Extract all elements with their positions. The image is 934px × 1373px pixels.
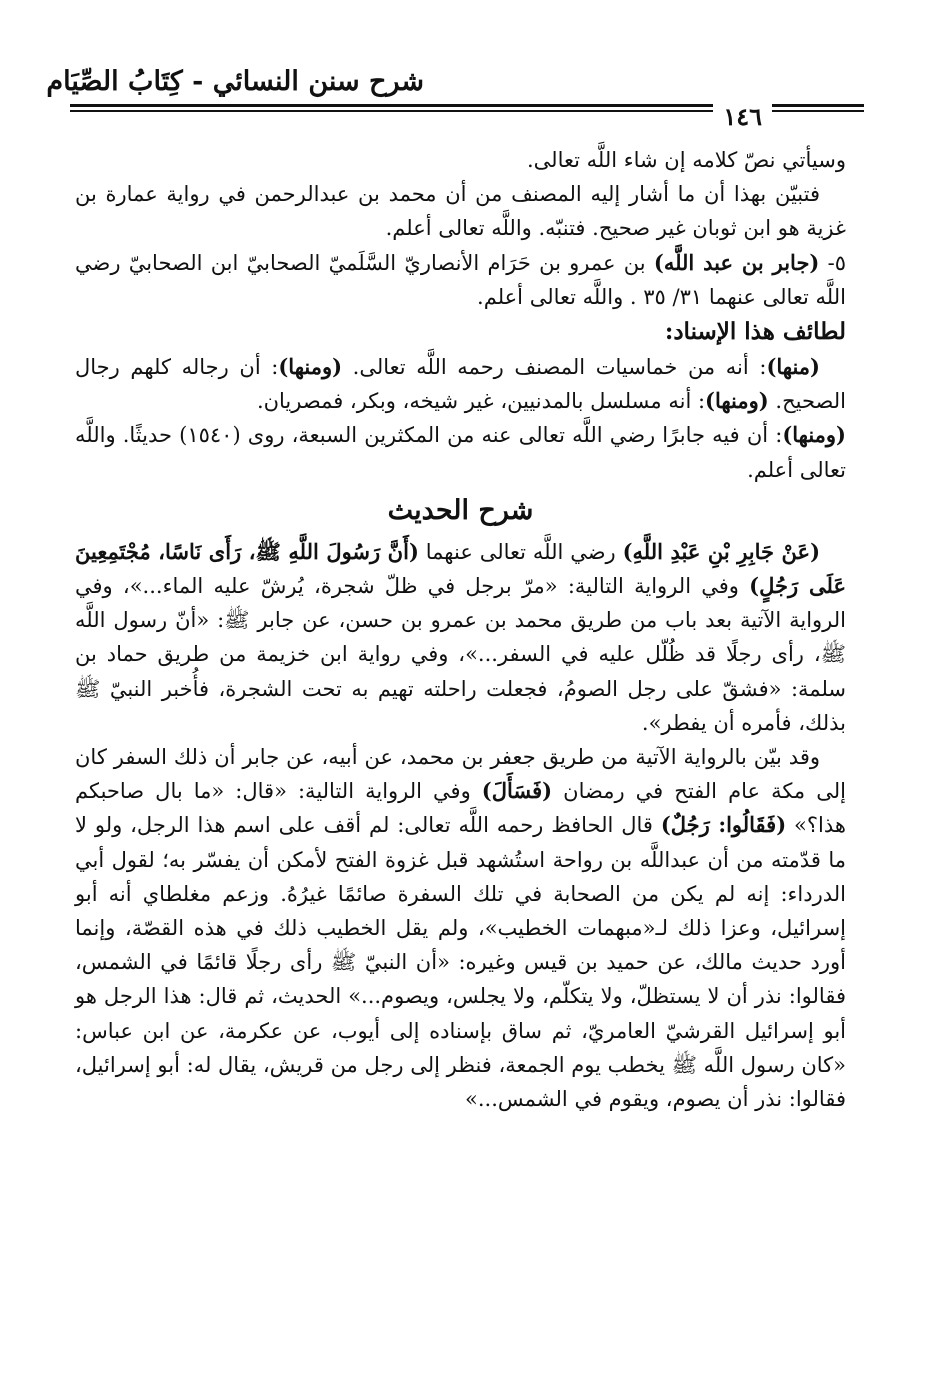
narrator-name: (جابر بن عبد اللَّه) — [653, 249, 820, 275]
page-number: ١٤٦ — [713, 102, 772, 131]
section-heading-sharh: شرح الحديث — [387, 494, 534, 526]
paragraph-text: : أنه مسلسل بالمدنيين، غير شيخه، وبكر، فمصريان. — [256, 389, 706, 414]
paragraph-text: : أن رجاله كلهم رجال الصحيح. — [75, 355, 846, 414]
paragraph — [75, 535, 846, 740]
paragraph-text: : أنه من خماسيات المصنف رحمه اللَّه تعالى. — [352, 355, 767, 380]
paragraph-text: وفي الرواية التالية: «قال: «ما بال صاحبكم هذا؟» — [75, 779, 846, 838]
paragraph — [75, 177, 846, 245]
narrator-details: بن عمرو بن حَرَام الأنصاريّ السَّلَميّ الصحابيّ ابن الصحابيّ رضي اللَّه تعالى عنهما ٣١/ ٣٥ . واللَّه تعالى أعلم. — [75, 250, 846, 309]
running-title: شرح سنن النسائي - كِتَابُ الصِّيَام — [46, 66, 424, 97]
hadith-quote: (عَنْ جَابِرِ بْنِ عَبْدِ اللَّهِ) — [622, 538, 820, 564]
narrator-number: ٥- — [827, 250, 846, 275]
bold-term: (ومنها) — [278, 354, 343, 380]
paragraph-text: : أن فيه جابرًا رضي اللَّه تعالى عنه من المكثرين السبعة، روى (١٥٤٠) حديثًا. واللَّه تعالى أعلم. — [75, 423, 846, 482]
paragraph-text: رضي اللَّه تعالى عنهما — [425, 539, 616, 564]
main-text — [75, 143, 846, 1116]
paragraph-text: قال الحافظ رحمه اللَّه تعالى: لم أقف على اسم هذا الرجل، ولو لا ما قدّمته من أن عبداللَّه بن رواحة استُشهد قبل غزوة الفتح لأمكن أن يفسّر به؛ لقول أبي الدرداء: إنه لم يكن من الصحابة في تلك السفرة صائمًا غيرُهُ. وزعم مغلطاي أنه أبو إسرائيل، وعزا ذلك لـ«مبهمات الخطيب»، ولم يقل الخطيب ذلك في هذه القصّة، وإنما أورد حديث مالك، عن حميد بن قيس وغيره: «أن النبيّ ﷺ رأى رجلًا قائمًا في الشمس، فقالوا: نذر أن لا يستظلّ، ولا يتكلّم، ولا يجلس، ويصوم...» الحديث، ثم قال: هذا الرجل هو أبو إسرائيل القرشيّ العامريّ، ثم ساق بإسناده إلى أيوب، عن عكرمة، عن ابن عباس: «كان رسول اللَّه ﷺ يخطب يوم الجمعة، فنظر إلى رجل من قريش، يقال له: أبو إسرائيل، فقالوا: نذر أن يصوم، ويقوم في الشمس...» — [75, 813, 846, 1112]
narrator-entry — [75, 246, 846, 314]
paragraph-text: فتبيّن بهذا أن ما أشار إليه المصنف من أن محمد بن عبدالرحمن في رواية عمارة بن غزية هو ابن ثوبان غير صحيح. فتنبّه. واللَّه تعالى أعلم. — [75, 182, 846, 241]
paragraph-text: وفي الرواية التالية: «مرّ برجل في ظلّ شجرة، يُرشّ عليه الماء...»، وفي الرواية الآتية بعد باب من طريق محمد بن عمرو بن حسن، عن جابر ﷺ: «أنّ رسول اللَّه ﷺ، رأى رجلًا قد ظُلّل عليه في السفر...»، وفي رواية ابن خزيمة من طريق حماد بن سلمة: «فشقّ على رجل الصومُ، فجعلت راحلته تهيم به تحت الشجرة، فأُخبر النبيّ ﷺ بذلك، فأمره أن يفطر». — [75, 574, 846, 735]
bold-term: (ومنها) — [705, 388, 769, 414]
hadith-quote: (فَسَأَلَ) — [481, 778, 553, 804]
paragraph-text: وسيأتي نصّ كلامه إن شاء اللَّه تعالى. — [527, 148, 846, 172]
bold-term: (منها) — [766, 354, 820, 380]
paragraph — [75, 350, 846, 418]
bold-term: (ومنها) — [782, 422, 846, 448]
paragraph-text: وقد بيّن بالرواية الآتية من طريق جعفر بن محمد، عن أبيه، عن جابر أن ذلك السفر كان إلى مكة عام الفتح في رمضان — [75, 745, 846, 804]
hadith-quote: (أَنَّ رَسُولَ اللَّهِ ﷺ، رَأَى نَاسًا، مُجْتَمِعِينَ عَلَى رَجُلٍ) — [75, 538, 846, 599]
paragraph — [75, 143, 846, 177]
section-heading-isnad: لطائف هذا الإسناد: — [664, 318, 846, 346]
paragraph — [75, 740, 846, 1116]
hadith-quote: (فَقَالُوا: رَجُلٌ) — [660, 812, 787, 838]
page-header — [46, 60, 864, 131]
paragraph — [75, 418, 846, 486]
